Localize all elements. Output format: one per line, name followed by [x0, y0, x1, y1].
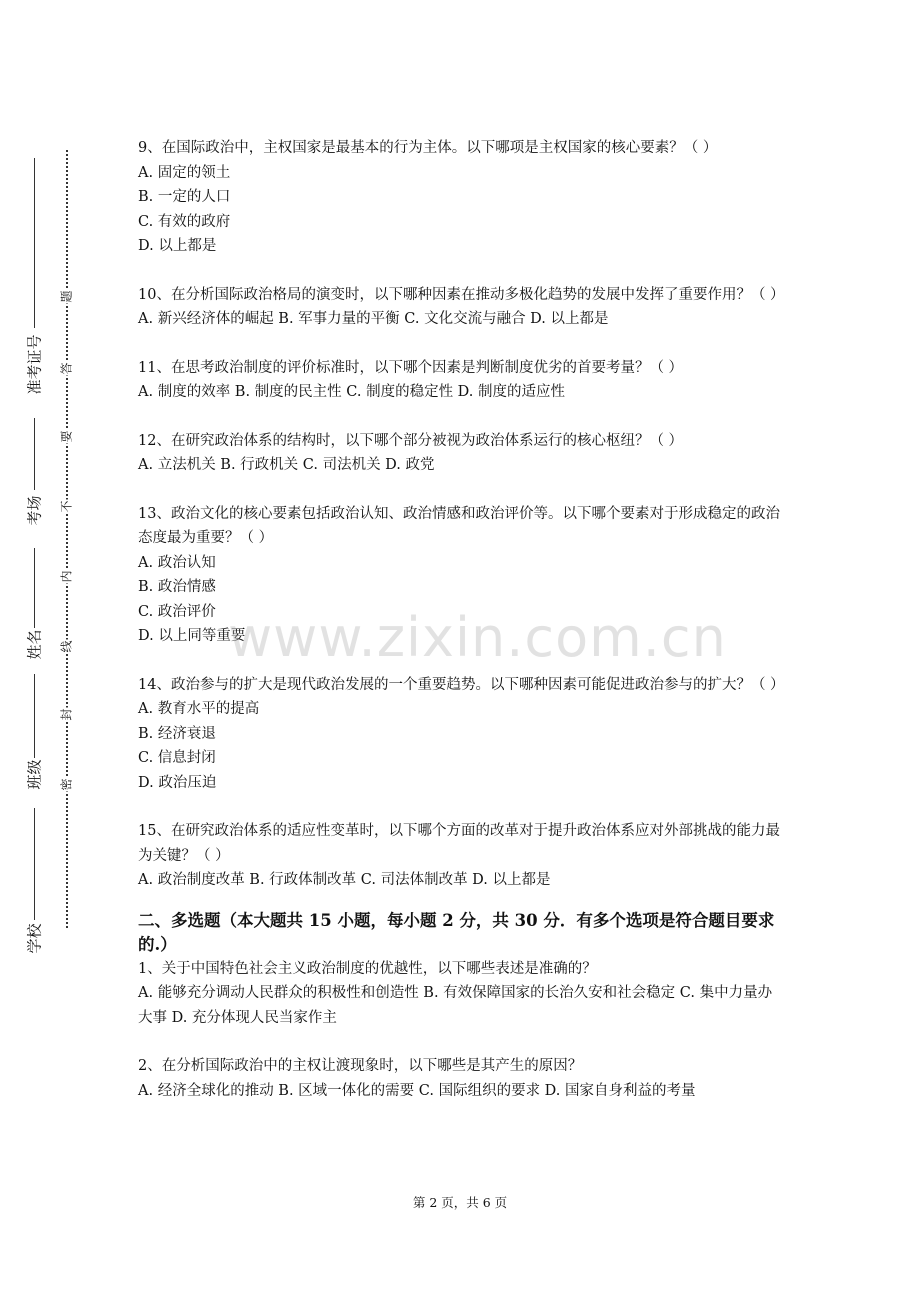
- binding-margin: [0, 0, 80, 1302]
- options-row: A. 新兴经济体的崛起 B. 军事力量的平衡 C. 文化交流与融合 D. 以上都是: [138, 311, 609, 327]
- field-class-line: [34, 674, 35, 758]
- seal-char: 密: [59, 778, 74, 791]
- seal-char: 答: [59, 362, 74, 375]
- page-footer: 第 2 页，共 6 页: [412, 1195, 508, 1210]
- field-exam-number-line: [34, 158, 35, 328]
- question-15: [138, 819, 784, 893]
- option: B. 政治情感: [138, 579, 216, 595]
- field-exam-number-label: 准考证号: [25, 334, 44, 395]
- option: A. 教育水平的提高: [138, 701, 260, 717]
- option: C. 信息封闭: [138, 750, 216, 766]
- question-stem: 1、关于中国特色社会主义政治制度的优越性，以下哪些表述是准确的？: [138, 960, 597, 977]
- multi-question-1: [138, 957, 784, 1031]
- option: A. 固定的领土: [138, 164, 231, 181]
- seal-char: 内: [59, 570, 74, 583]
- multi-question-2: [138, 1054, 784, 1103]
- question-12: [138, 429, 784, 478]
- option: C. 有效的政府: [138, 213, 231, 230]
- option: D. 以上同等重要: [138, 628, 246, 644]
- options-row: A. 立法机关 B. 行政机关 C. 司法机关 D. 政党: [138, 457, 435, 473]
- field-name-line: [34, 548, 35, 628]
- question-stem: 9、在国际政治中，主权国家是最基本的行为主体。以下哪项是主权国家的核心要素？（ ）: [138, 140, 718, 156]
- options-row: A. 经济全球化的推动 B. 区域一体化的需要 C. 国际组织的要求 D. 国家自身利益的考量: [138, 1082, 696, 1099]
- question-stem: 11、在思考政治制度的评价标准时，以下哪个因素是判断制度优劣的首要考量？（ ）: [138, 359, 684, 376]
- question-stem: 12、在研究政治体系的结构时，以下哪个部分被视为政治体系运行的核心枢纽？（ ）: [138, 432, 684, 449]
- option: B. 一定的人口: [138, 189, 231, 205]
- section-heading: 二、多选题（本大题共 15 小题，每小题 2 分，共 30 分．有多个选项是符合题目要求的.）: [138, 910, 775, 954]
- field-exam-room-line: [34, 418, 35, 490]
- option: D. 以上都是: [138, 238, 217, 254]
- option: D. 政治压迫: [138, 774, 217, 791]
- seal-char: 题: [59, 290, 74, 303]
- field-school-label: 学校: [25, 923, 44, 954]
- question-14: [138, 673, 784, 796]
- question-stem: 2、在分析国际政治中的主权让渡现象时，以下哪些是其产生的原因？: [138, 1058, 583, 1074]
- question-11: [138, 356, 784, 405]
- options-row: A. 政治制度改革 B. 行政体制改革 C. 司法体制改革 D. 以上都是: [138, 872, 551, 888]
- seal-dotted-line: [66, 150, 68, 928]
- field-school-line: [34, 808, 35, 920]
- question-stem: 15、在研究政治体系的适应性变革时，以下哪个方面的改革对于提升政治体系应对外部挑战的能力最为关键？（ ）: [138, 823, 780, 864]
- question-stem: 13、政治文化的核心要素包括政治认知、政治情感和政治评价等。以下哪个要素对于形成稳定的政治态度最为重要？（ ）: [138, 505, 780, 546]
- question-10: [138, 283, 784, 332]
- question-stem: 14、政治参与的扩大是现代政治发展的一个重要趋势。以下哪种因素可能促进政治参与的扩大？（ ）: [138, 676, 785, 693]
- field-exam-room-label: 考场: [25, 495, 44, 526]
- watermark: www.zixin.com.cn: [228, 606, 727, 669]
- options-row: A. 能够充分调动人民群众的积极性和创造性 B. 有效保障国家的长治久安和社会稳定 C. 集中力量办大事 D. 充分体现人民当家作主: [138, 985, 773, 1026]
- options-row: A. 制度的效率 B. 制度的民主性 C. 制度的稳定性 D. 制度的适应性: [138, 384, 566, 400]
- option: A. 政治认知: [138, 554, 216, 571]
- option: B. 经济衰退: [138, 725, 216, 742]
- seal-char: 不: [59, 500, 74, 513]
- seal-char: 封: [59, 708, 74, 721]
- question-9: [138, 136, 784, 259]
- question-stem: 10、在分析国际政治格局的演变时，以下哪种因素在推动多极化趋势的发展中发挥了重要作用？（ ）: [138, 286, 785, 303]
- seal-char: 线: [59, 640, 74, 653]
- option: C. 政治评价: [138, 603, 216, 620]
- seal-char: 要: [59, 430, 74, 443]
- field-class-label: 班级: [25, 759, 44, 790]
- field-name-label: 姓名: [25, 629, 44, 660]
